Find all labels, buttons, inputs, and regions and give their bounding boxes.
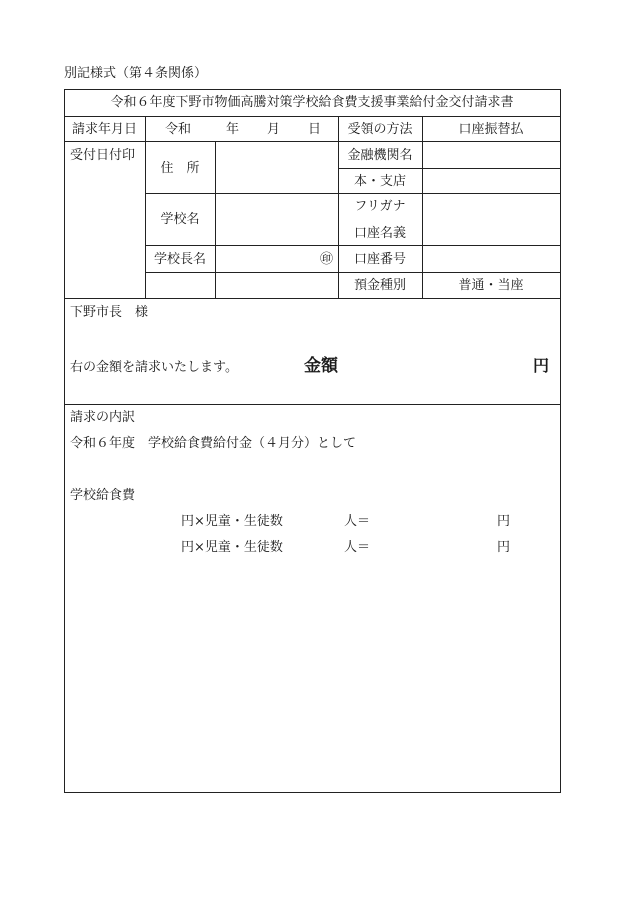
day-unit: 日 [308, 122, 322, 137]
year-unit: 年 [226, 122, 240, 137]
document-title: 令和６年度下野市物価高騰対策学校給食費支援事業給付金交付請求書 [110, 95, 514, 110]
breakdown-category: 学校給食費 [70, 488, 136, 503]
receipt-method-label: 受領の方法 [347, 122, 413, 137]
school-name-label: 学校名 [160, 212, 200, 227]
deposit-type-value: 普通・当座 [458, 278, 524, 293]
breakdown-description: 令和６年度 学校給食費給付金（４月分）として [70, 436, 357, 451]
reception-stamp-label: 受付日付印 [70, 148, 136, 163]
deposit-type-label: 預金種別 [353, 278, 406, 293]
address-label: 住 所 [160, 161, 200, 176]
amount-label: 金額 [304, 356, 338, 376]
breakdown-row-unit: 円×児童・生徒数 [181, 514, 283, 529]
account-number-label: 口座番号 [353, 252, 406, 267]
month-unit: 月 [267, 122, 281, 137]
breakdown-heading: 請求の内訳 [70, 410, 136, 425]
request-statement: 右の金額を請求いたします。 [70, 360, 238, 375]
breakdown-row-unit: 円×児童・生徒数 [181, 540, 283, 555]
breakdown-row-persons: 人＝ [344, 514, 371, 529]
form-label: 別記様式（第４条関係） [64, 66, 208, 81]
seal-mark: ㊞ [320, 252, 334, 267]
breakdown-row-persons: 人＝ [344, 540, 371, 555]
receipt-method-value: 口座振替払 [458, 122, 524, 137]
breakdown-row-yen: 円 [497, 540, 511, 555]
account-holder-label: 口座名義 [353, 226, 406, 241]
furigana-label: フリガナ [354, 199, 406, 214]
bank-institution-label: 金融機関名 [347, 148, 413, 163]
request-date-label: 請求年月日 [71, 122, 137, 137]
breakdown-row-yen: 円 [497, 514, 511, 529]
bank-branch-label: 本・支店 [353, 174, 406, 189]
era-label: 令和 [165, 122, 192, 137]
principal-name-label: 学校長名 [153, 252, 206, 267]
amount-yen-unit: 円 [533, 356, 550, 375]
addressee: 下野市長 様 [70, 305, 149, 320]
